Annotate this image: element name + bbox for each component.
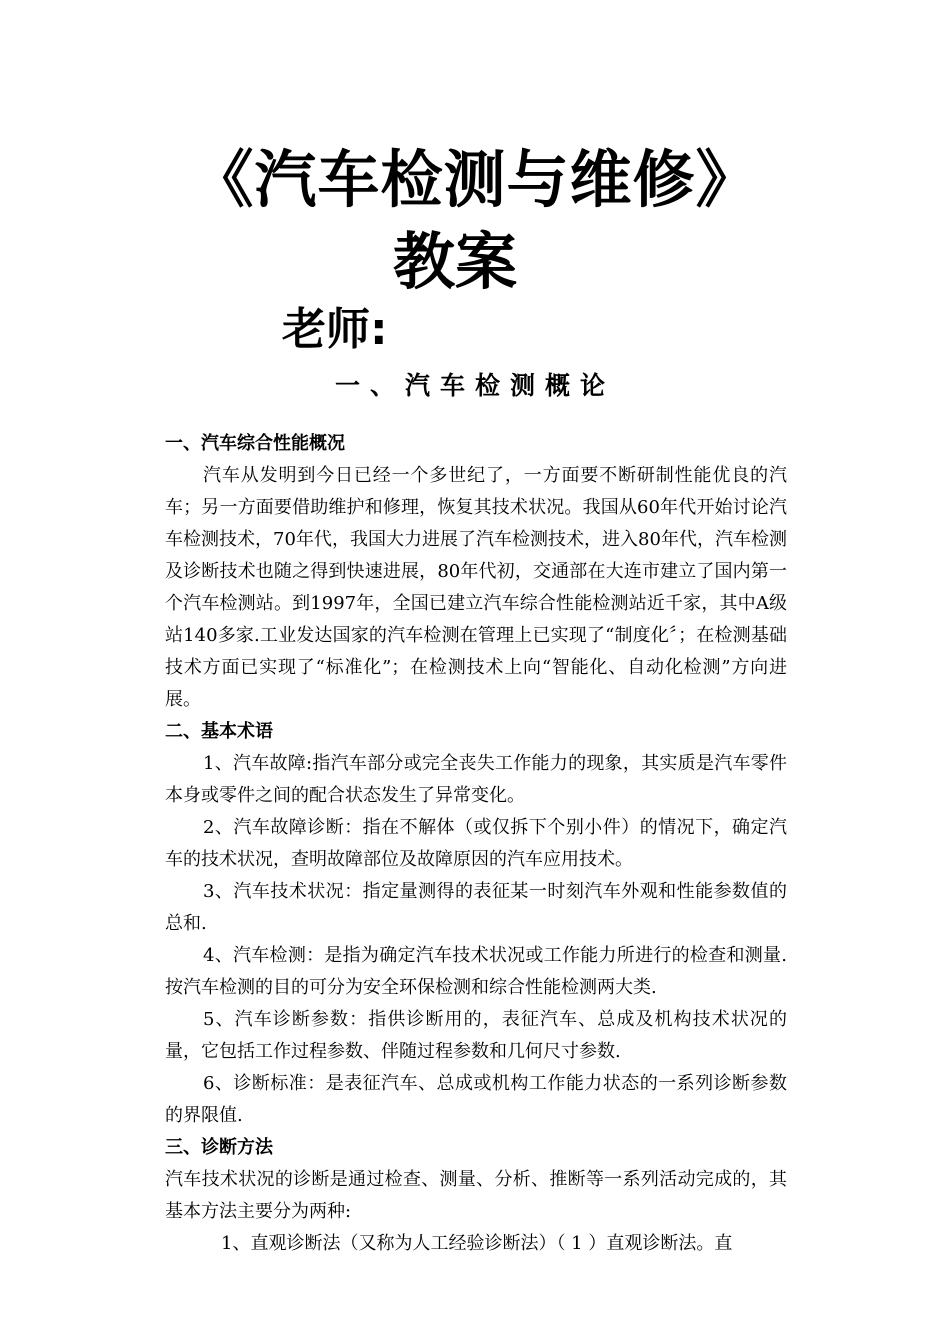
term-definition: 3、汽车技术状况：指定量测得的表征某一时刻汽车外观和性能参数值的总和. (165, 881, 787, 934)
paragraph: 汽车从发明到今日已经一个多世纪了，一方面要不断研制性能优良的汽车；另一方面要借助维护和修理，恢复其技术状况。我国从60年代开始讨论汽车检测技术，70年代，我国大力进展了汽车检测技术，进入80年代，汽车检测及诊断技术也随之得到快速进展，80年代初，交通部在大连市建立了国内第一个汽车检测站。到1997年，全国已建立汽车综合性能检测站近千家，其中A级站140多家.工业发达国家的汽车检测在管理上已实现了“制度化〞；在检测基础技术方面已实现了“标准化”；在检测技术上向“智能化、自动化检测”方向进展。 (165, 465, 787, 710)
paragraph: 汽车技术状况的诊断是通过检查、测量、分析、推断等一系列活动完成的，其基本方法主要分为两种: (165, 1169, 787, 1222)
section-heading: 一、汽车综合性能概况 (165, 433, 345, 454)
document-title: 《汽车检测与维修》 (191, 143, 759, 216)
term-definition: 2、汽车故障诊断：指在不解体（或仅拆下个别小件）的情况下，确定汽车的技术状况，查明故障部位及故障原因的汽车应用技术。 (165, 817, 787, 870)
term-definition: 5、汽车诊断参数：指供诊断用的，表征汽车、总成及机构技术状况的量，它包括工作过程参数、伴随过程参数和几何尺寸参数. (165, 1009, 787, 1062)
term-definition: 6、诊断标准：是表征汽车、总成或机构工作能力状态的一系列诊断参数的界限值. (165, 1073, 787, 1126)
term-definition: 4、汽车检测：是指为确定汽车技术状况或工作能力所进行的检查和测量.按汽车检测的目的可分为安全环保检测和综合性能检测两大类. (165, 945, 787, 998)
section-heading: 二、基本术语 (165, 721, 273, 742)
teacher-label: 老师: (282, 304, 388, 355)
section-heading: 三、诊断方法 (165, 1137, 273, 1158)
document-body (165, 428, 787, 1260)
paragraph: 1、直观诊断法（又称为人工经验诊断法）（ 1 ）直观诊断法。直 (221, 1233, 733, 1254)
chapter-title: 一、汽车检测概论 (334, 371, 615, 400)
document-subtitle: 教案 (392, 225, 517, 298)
term-definition: 1、汽车故障:指汽车部分或完全丧失工作能力的现象，其实质是汽车零件本身或零件之间的配合状态发生了异常变化。 (165, 753, 787, 806)
